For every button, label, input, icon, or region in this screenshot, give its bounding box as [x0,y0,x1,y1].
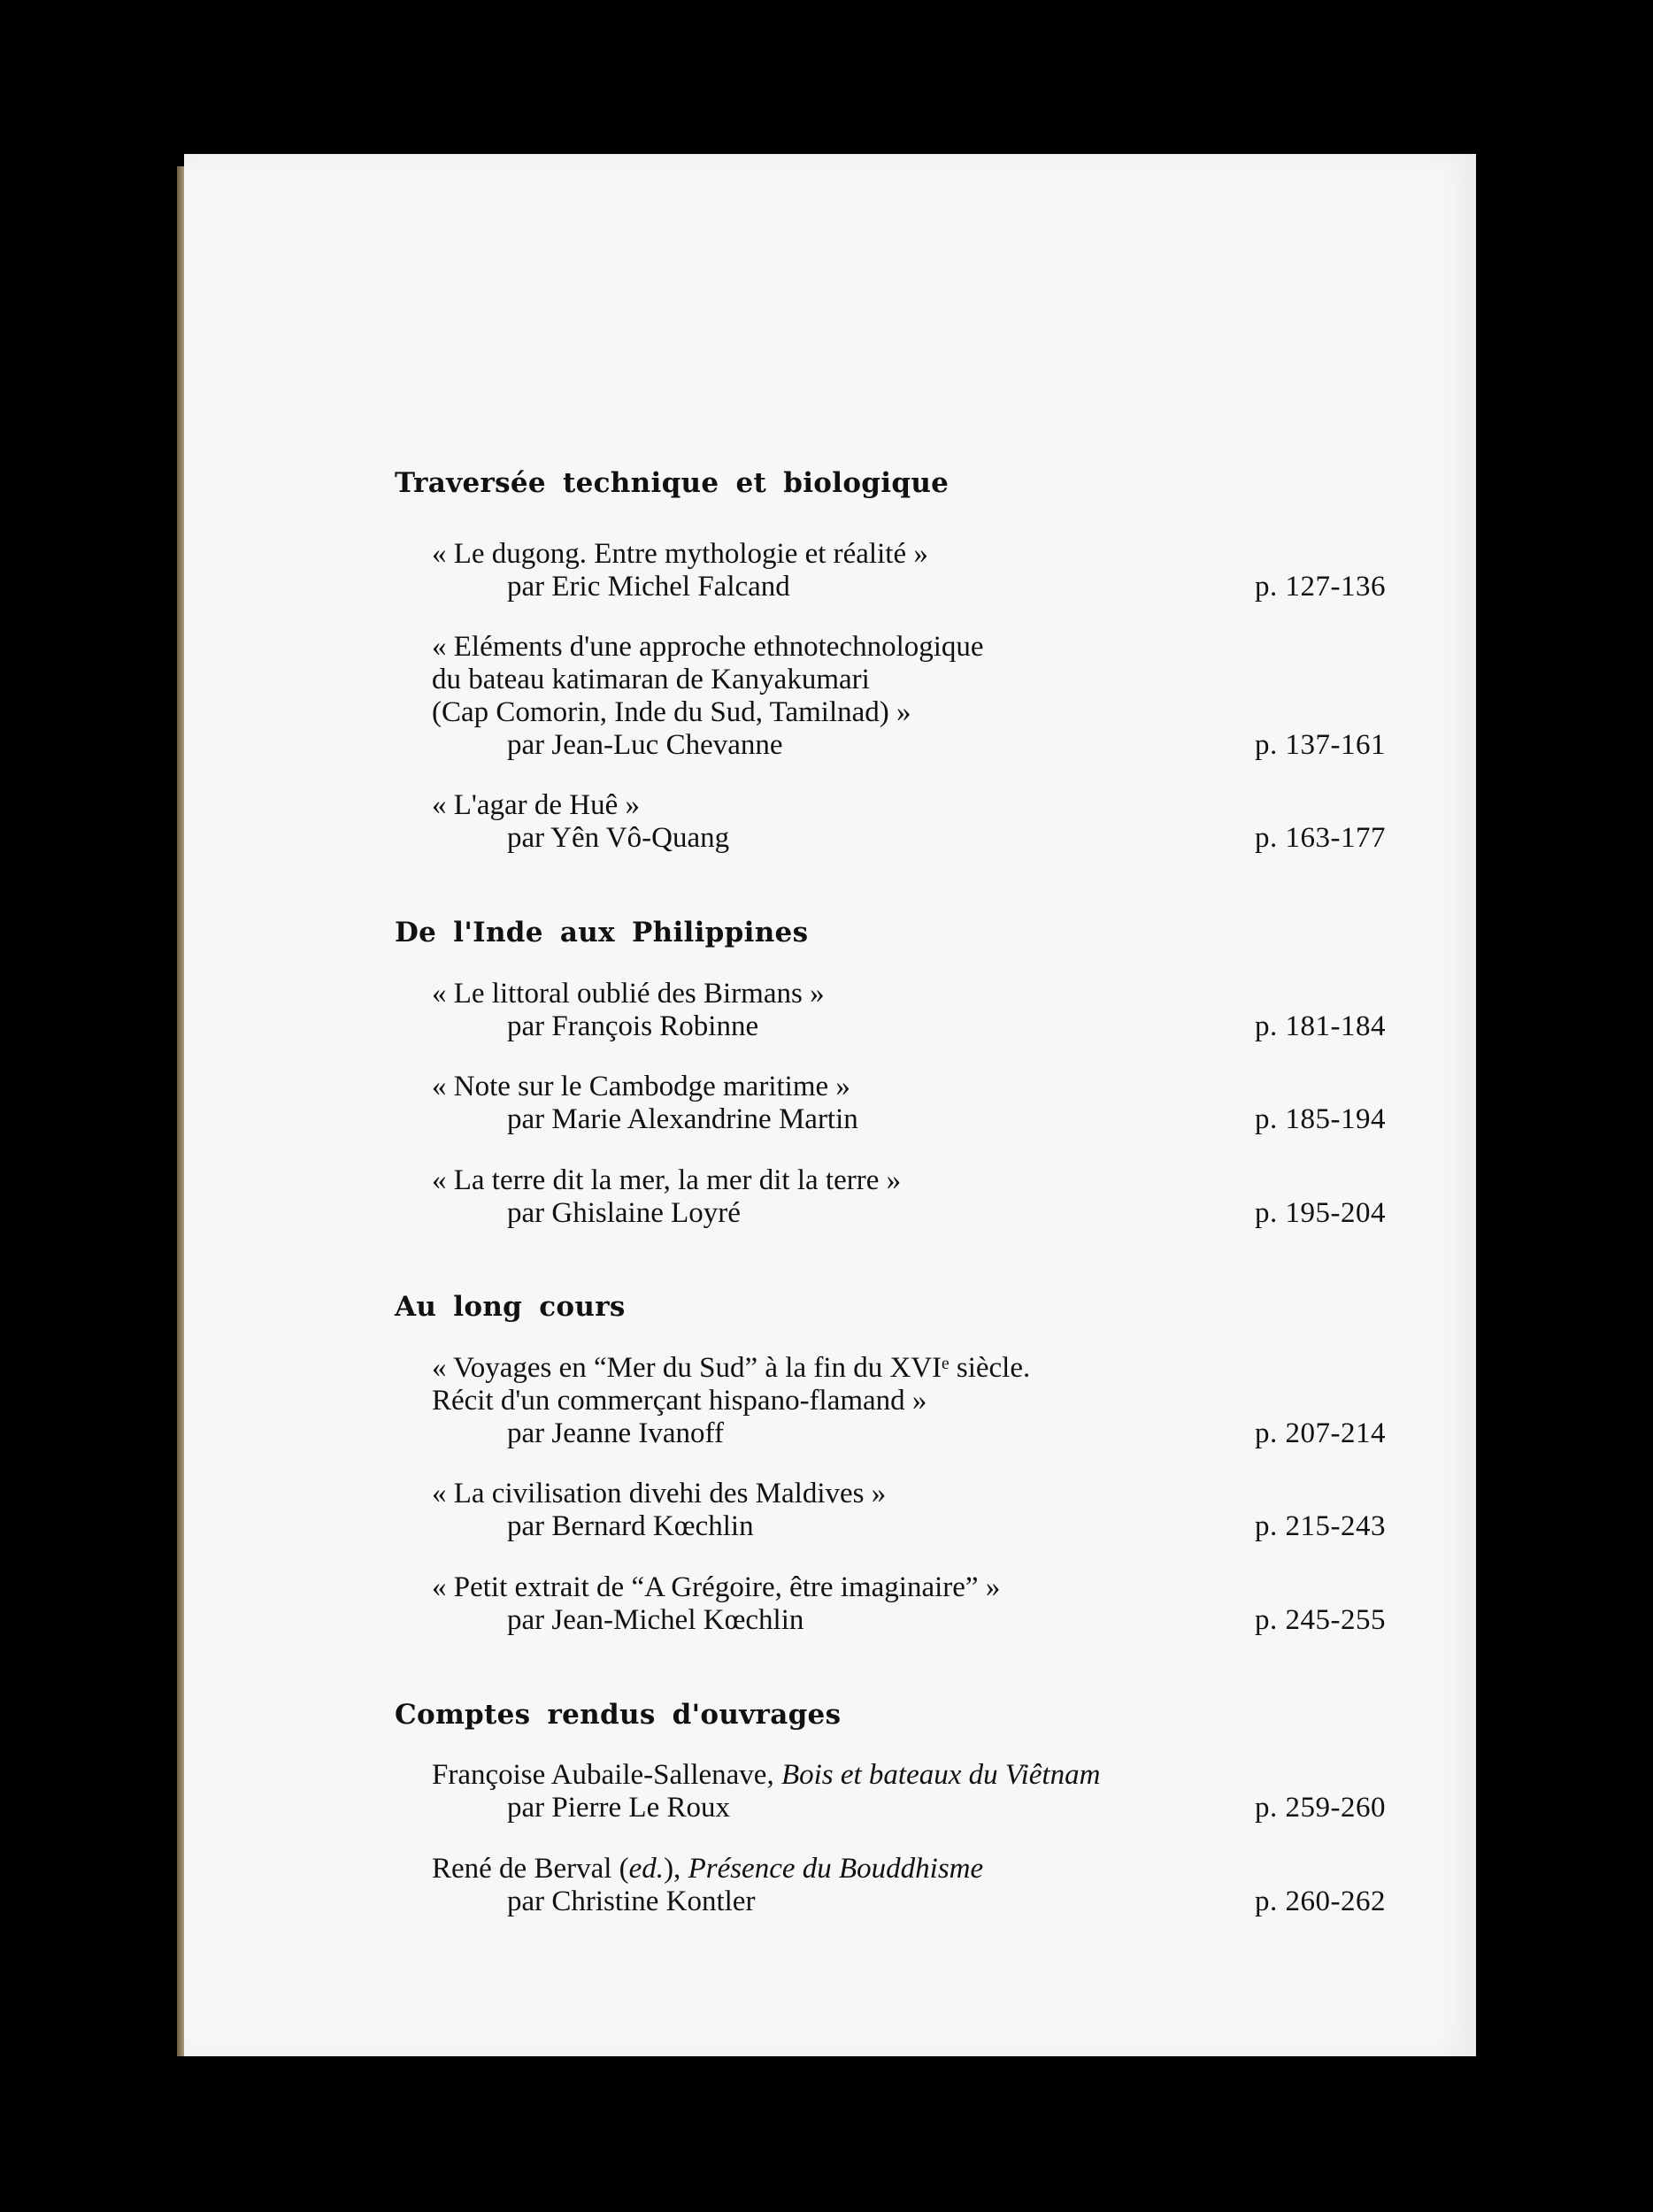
toc-entry [432,978,1386,1043]
entry-title: « Eléments d'une approche ethnotechnologique [432,631,984,663]
review-book-title: Présence du Bouddhisme [688,1853,984,1885]
entry-title: « La terre dit la mer, la mer dit la terre » [432,1164,902,1196]
review-book-author: Françoise Aubaile-Sallenave, [432,1759,781,1791]
page-sheet [184,154,1476,2056]
author-row [432,1792,1386,1824]
entry-author: par Bernard Kœchlin [507,1510,754,1542]
author-row [432,1604,1386,1637]
entry-title: « La civilisation divehi des Maldives » [432,1478,887,1509]
toc-entry [432,1571,1386,1637]
author-row [432,1417,1386,1450]
section-heading: De l'Inde aux Philippines [395,917,809,949]
entry-author: par Christine Kontler [507,1886,756,1917]
entry-title: « Voyages en “Mer du Sud” à la fin du XVIᵉ siècle. [432,1352,1031,1384]
author-row [432,729,1386,762]
entry-title: « Note sur le Cambodge maritime » [432,1071,850,1102]
entry-title: « Le littoral oublié des Birmans » [432,978,825,1010]
toc-entry [432,1071,1386,1136]
entry-pages: p. 181-184 [1255,1010,1386,1042]
toc-entry [432,631,1386,762]
entry-pages: p. 195-204 [1255,1197,1386,1229]
toc-entry [432,789,1386,855]
review-book-title: Bois et bateaux du Viêtnam [780,1759,1101,1791]
entry-pages: p. 207-214 [1255,1417,1386,1449]
entry-author: par Jean-Michel Kœchlin [507,1604,804,1636]
entry-author: par François Robinne [507,1010,759,1042]
entry-pages: p. 163-177 [1255,822,1386,854]
entry-author: par Ghislaine Loyré [507,1197,741,1229]
author-row [432,571,1386,603]
review-ed-marker: ed. [628,1853,665,1885]
entry-title: Récit d'un commerçant hispano-flamand » [432,1385,927,1417]
entry-pages: p. 137-161 [1255,729,1386,761]
review-title-row [432,1853,1386,1886]
entry-title: « L'agar de Huê » [432,789,641,821]
entry-pages: p. 260-262 [1255,1886,1386,1917]
author-row [432,1886,1386,1918]
author-row [432,1010,1386,1043]
author-row [432,1197,1386,1230]
toc-entry [432,1352,1386,1450]
entry-title: « Petit extrait de “A Grégoire, être imaginaire” » [432,1571,1001,1603]
entry-pages: p. 245-255 [1255,1604,1386,1636]
entry-title: du bateau katimaran de Kanyakumari [432,664,870,695]
entry-author: par Marie Alexandrine Martin [507,1103,858,1135]
review-title-row [432,1759,1386,1792]
author-row [432,822,1386,855]
review-entry [432,1759,1386,1824]
entry-title: (Cap Comorin, Inde du Sud, Tamilnad) » [432,696,911,728]
toc-entry [432,538,1386,603]
review-entry [432,1853,1386,1918]
toc-entry [432,1164,1386,1230]
entry-title: « Le dugong. Entre mythologie et réalité » [432,538,928,570]
entry-author: par Jean-Luc Chevanne [507,729,783,761]
entry-pages: p. 127-136 [1255,571,1386,603]
author-row [432,1510,1386,1543]
author-row [432,1103,1386,1136]
entry-author: par Eric Michel Falcand [507,571,790,603]
entry-author: par Yên Vô-Quang [507,822,730,854]
entry-pages: p. 259-260 [1255,1792,1386,1824]
review-punctuation: ), [664,1853,688,1885]
review-book-author: René de Berval ( [432,1853,629,1885]
entry-pages: p. 185-194 [1255,1103,1386,1135]
entry-pages: p. 215-243 [1255,1510,1386,1542]
section-heading: Traversée technique et biologique [395,467,950,499]
toc-entry [432,1478,1386,1543]
section-heading: Comptes rendus d'ouvrages [395,1699,842,1731]
entry-author: par Jeanne Ivanoff [507,1417,724,1449]
section-heading: Au long cours [395,1291,626,1323]
entry-author: par Pierre Le Roux [507,1792,730,1824]
